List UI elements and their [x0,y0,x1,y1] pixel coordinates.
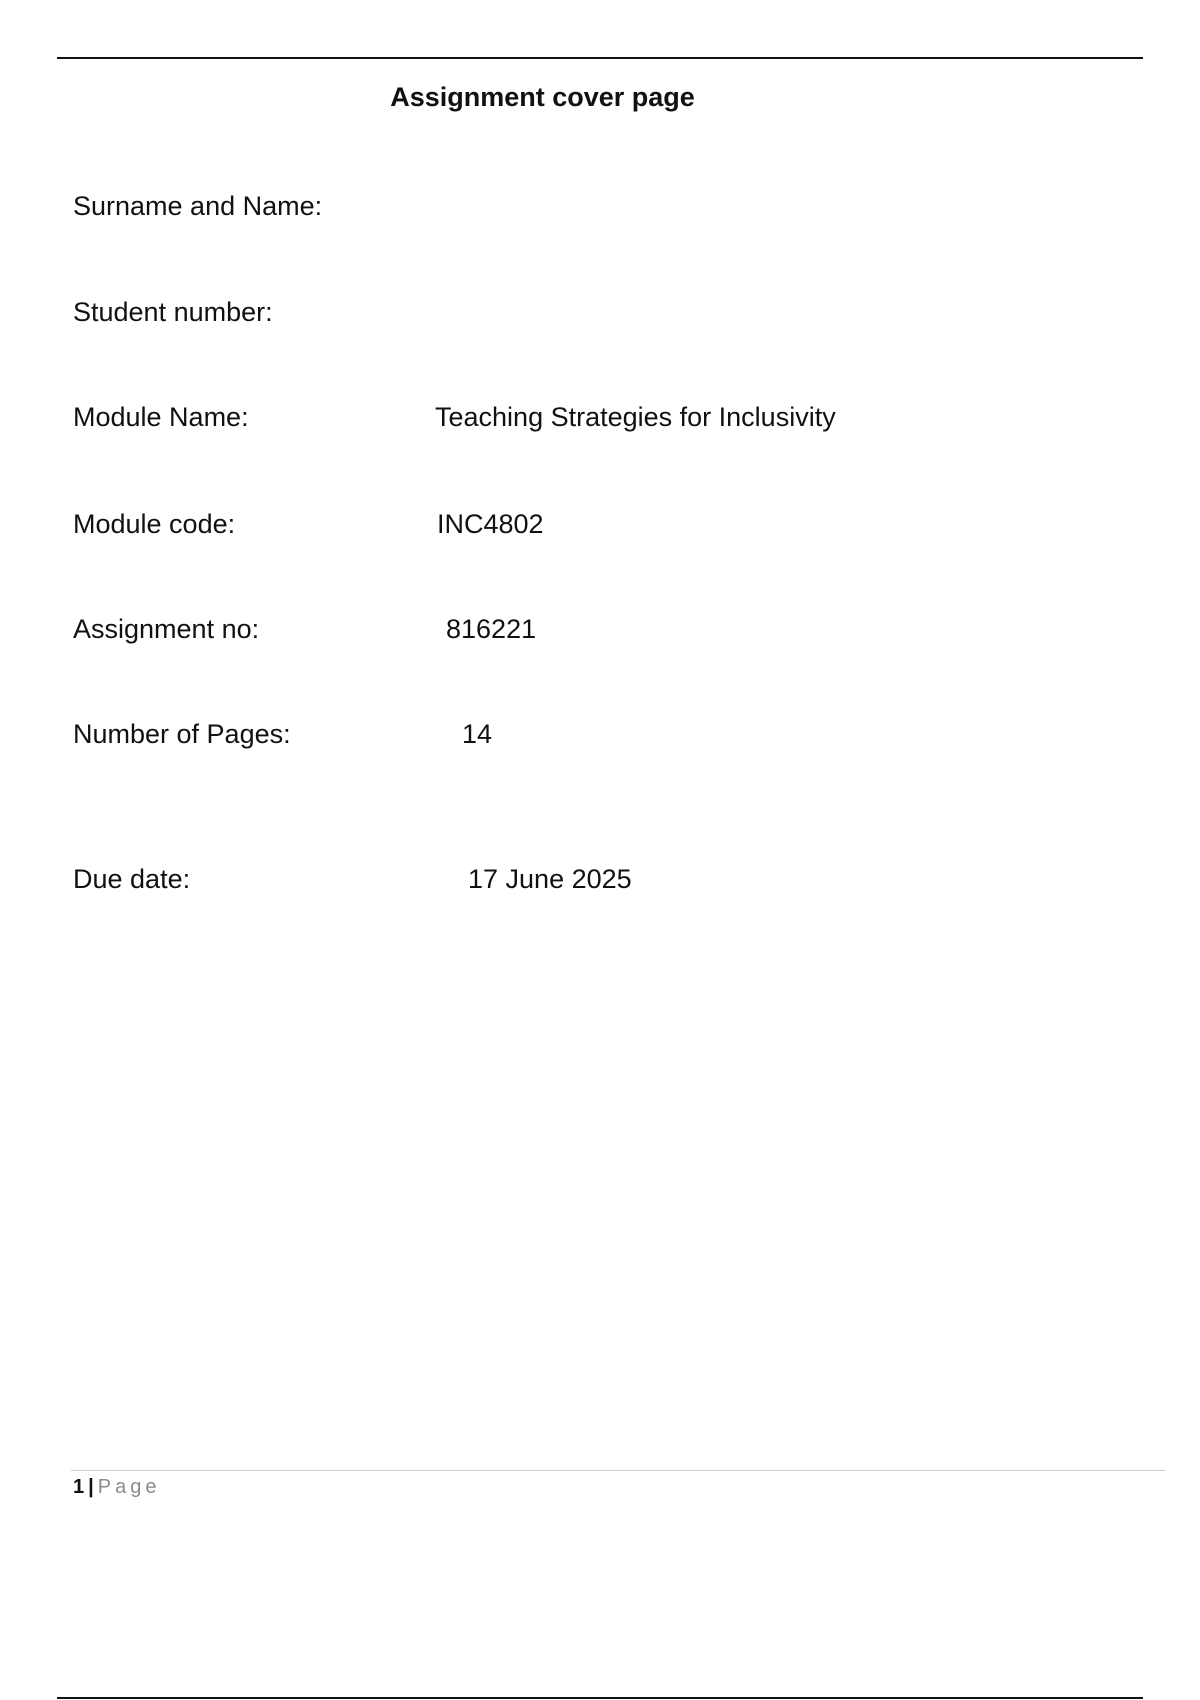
page-title: Assignment cover page [390,82,695,112]
student-number-label: Student number: [73,297,273,327]
due-date-label: Due date: [73,864,191,894]
due-date-value: 17 June 2025 [468,864,632,894]
module-name-label: Module Name: [73,402,249,432]
module-name-value: Teaching Strategies for Inclusivity [435,402,836,432]
page-word: Page [97,1476,161,1498]
page-footer [73,1474,160,1500]
page-number: 1 [73,1476,85,1498]
bottom-rule [57,1697,1143,1699]
page-separator: | [88,1476,94,1498]
footer-rule [71,1470,1165,1471]
surname-name-label: Surname and Name: [73,191,323,221]
assignment-no-value: 816221 [446,614,537,644]
number-of-pages-value: 14 [462,719,493,749]
module-code-label: Module code: [73,509,236,539]
top-rule [57,57,1143,59]
number-of-pages-label: Number of Pages: [73,719,291,749]
module-code-value: INC4802 [437,509,544,539]
assignment-no-label: Assignment no: [73,614,260,644]
